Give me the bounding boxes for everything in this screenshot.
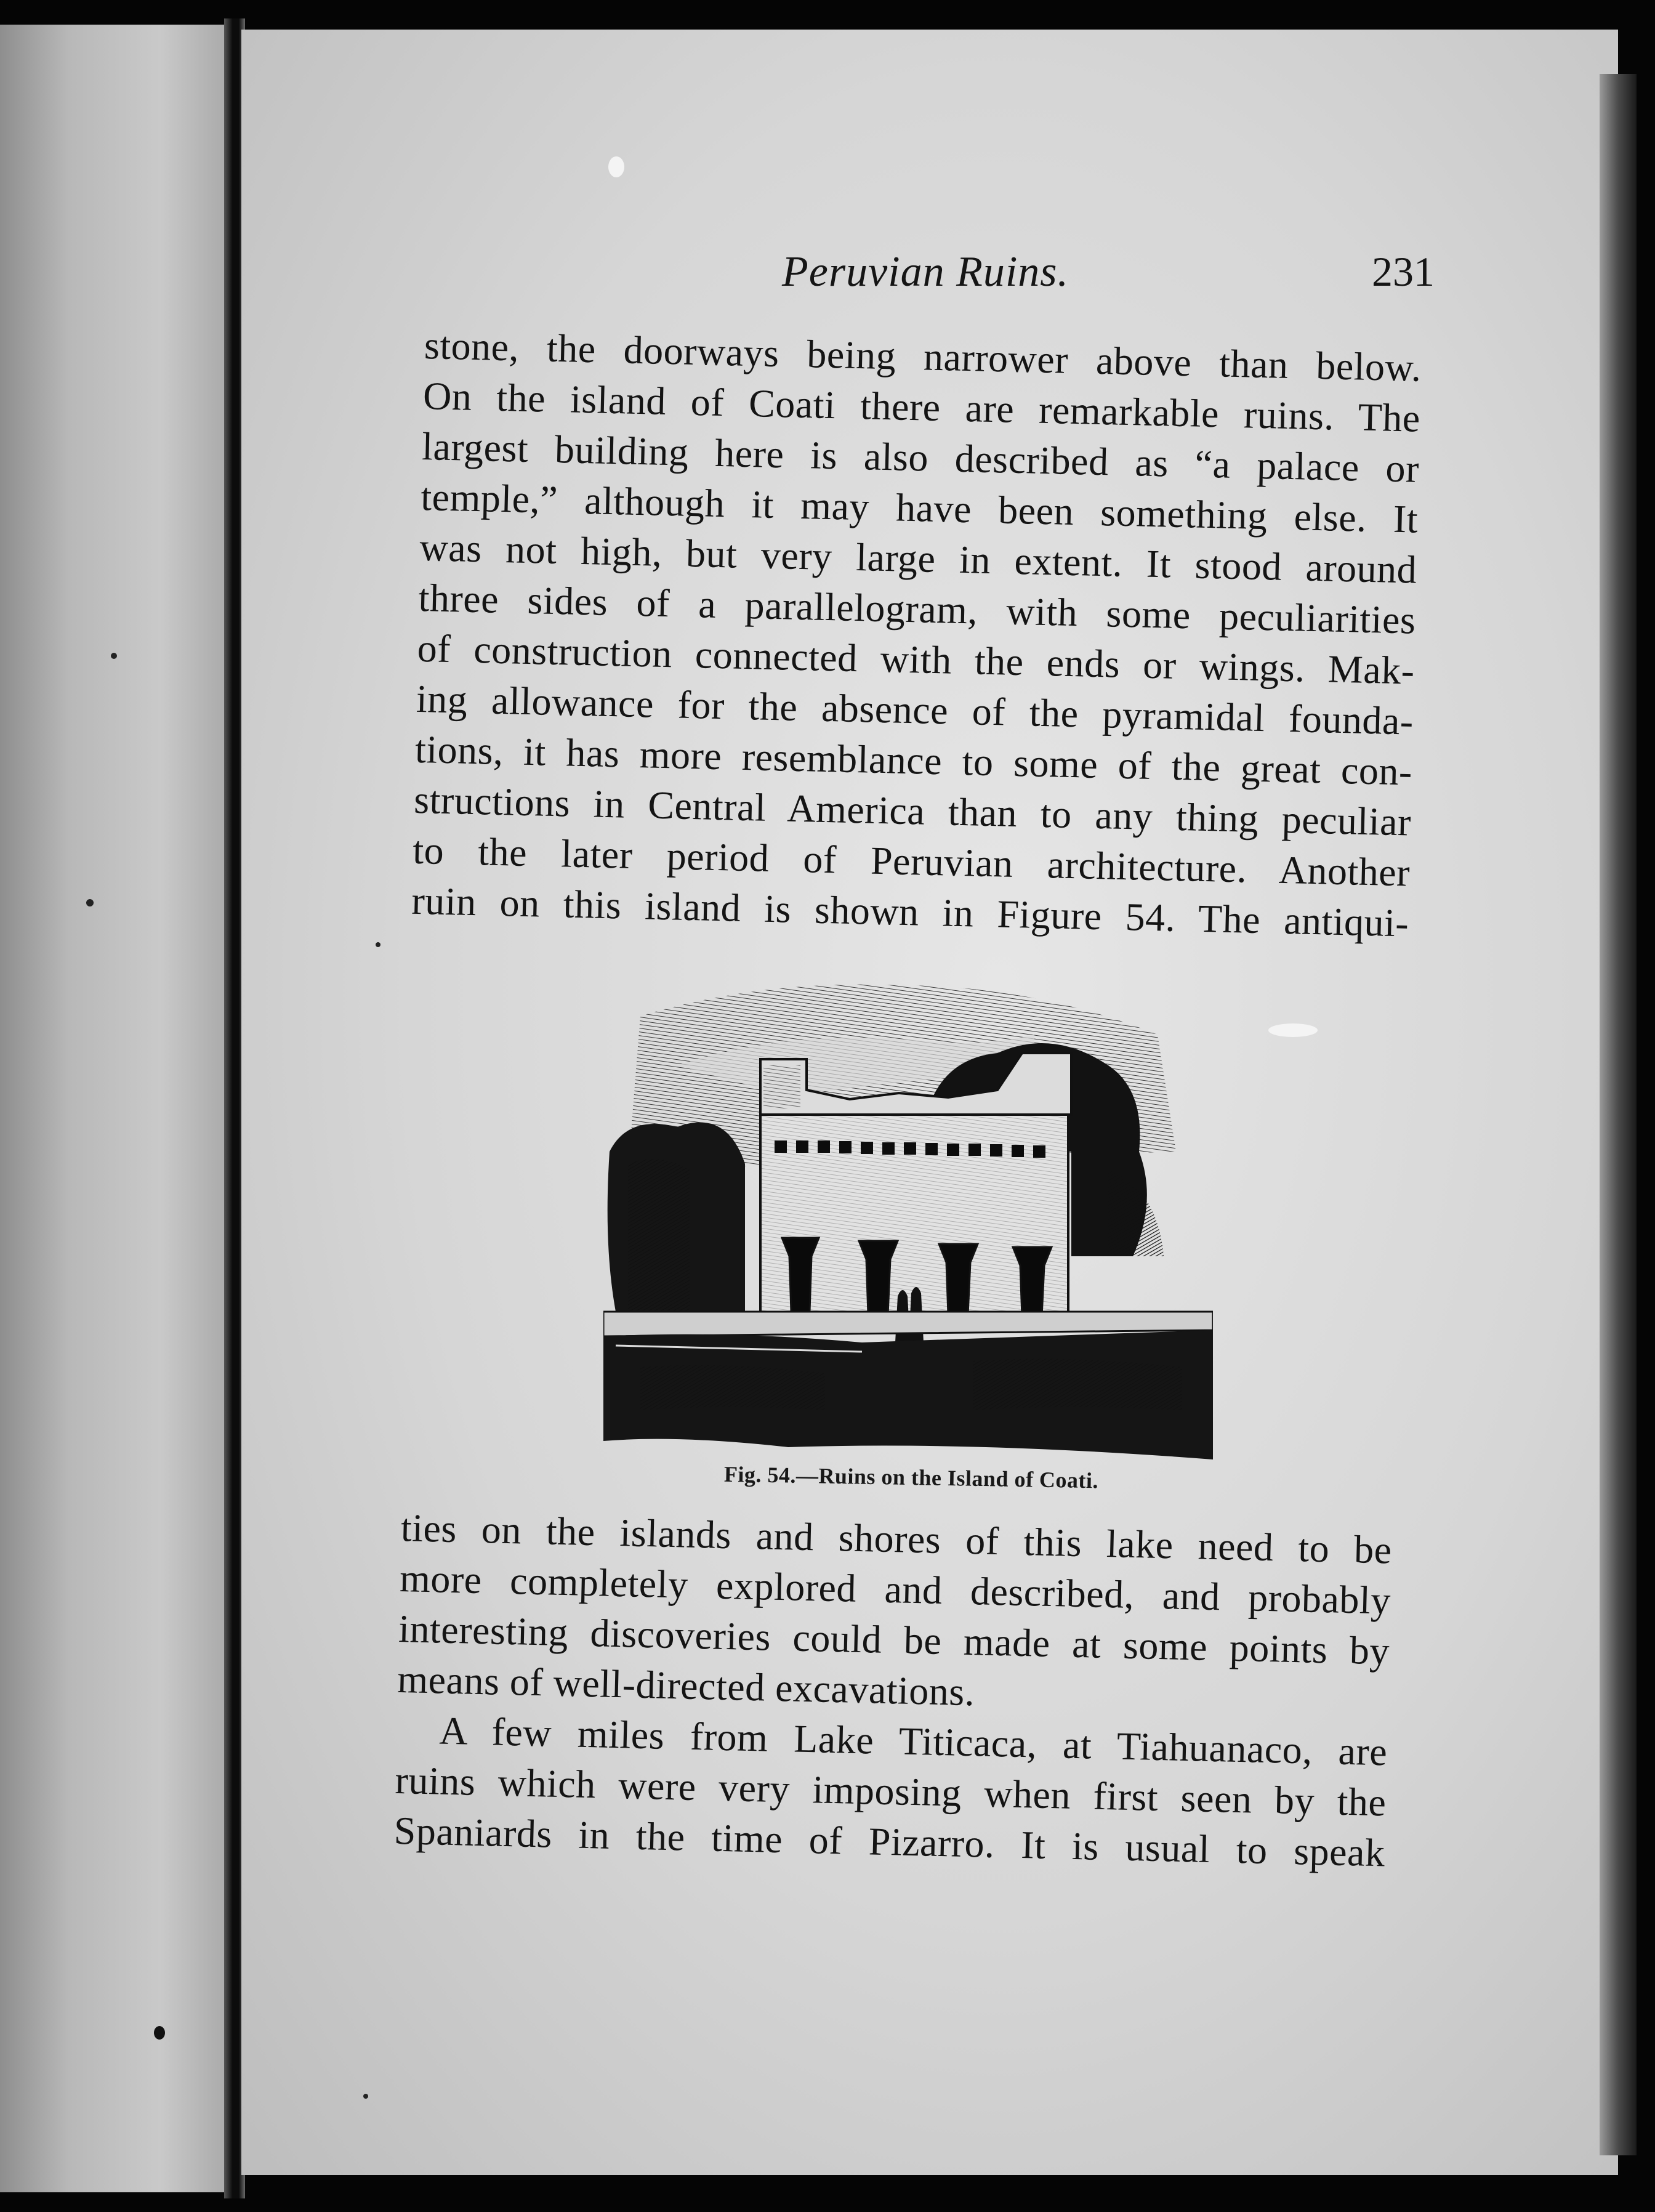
page-number: 231 xyxy=(1372,248,1435,295)
text-line: tions, it has more resemblance to some of the great con- xyxy=(414,727,1413,794)
text-line: to the later period of Peruvian architecture. Another xyxy=(412,828,1411,895)
text-line: structions in Central America than to any thing peculiar xyxy=(413,777,1412,844)
text-line: three sides of a parallelogram, with some peculiarities xyxy=(417,575,1417,642)
body-text-top xyxy=(411,320,1422,949)
text-line: means of well-directed excavations. xyxy=(397,1657,976,1714)
scan-speck xyxy=(363,2094,368,2099)
scan-speck xyxy=(86,899,94,906)
text-line: On the island of Coati there are remarkable ruins. The xyxy=(422,373,1421,440)
body-text-bottom xyxy=(393,1503,1393,1878)
text-line: ruins which were very imposing when first seen by the xyxy=(394,1758,1387,1825)
scan-speck xyxy=(376,942,381,947)
text-line: ing allowance for the absence of the pyramidal founda- xyxy=(416,676,1414,743)
page-header xyxy=(782,248,1435,303)
figure-engraving-ruins xyxy=(603,967,1213,1459)
figure-caption: Fig. 54.—Ruins on the Island of Coati. xyxy=(723,1461,1099,1493)
text-line: temple,” although it may have been something else. It xyxy=(420,474,1419,541)
engraving-illustration xyxy=(603,967,1213,1459)
text-line: stone, the doorways being narrower above than below. xyxy=(424,323,1422,390)
text-line: ties on the islands and shores of this lake need to be xyxy=(400,1505,1393,1572)
scan-speck xyxy=(111,653,117,659)
text-line: ruin on this island is shown in Figure 54. The antiqui- xyxy=(411,878,1410,945)
text-line: more completely explored and described, and probably xyxy=(399,1556,1391,1623)
page-edge-shadow xyxy=(1600,74,1637,2155)
text-line: interesting discoveries could be made at some points by xyxy=(398,1606,1390,1673)
scan-speck xyxy=(154,2026,165,2040)
scan-speck-light xyxy=(608,156,624,177)
text-line: Spaniards in the time of Pizarro. It is usual to speak xyxy=(393,1808,1386,1875)
scan-speck-light xyxy=(1268,1023,1318,1037)
text-line: A few miles from Lake Titicaca, at Tiahuanaco, are xyxy=(438,1708,1388,1774)
left-facing-page xyxy=(0,25,229,2192)
running-title: Peruvian Ruins. xyxy=(782,248,1069,296)
text-line: of construction connected with the ends or wings. Mak- xyxy=(417,626,1415,693)
text-line: was not high, but very large in extent. It stood around xyxy=(419,525,1418,592)
text-line: largest building here is also described as “a palace or xyxy=(421,424,1420,491)
